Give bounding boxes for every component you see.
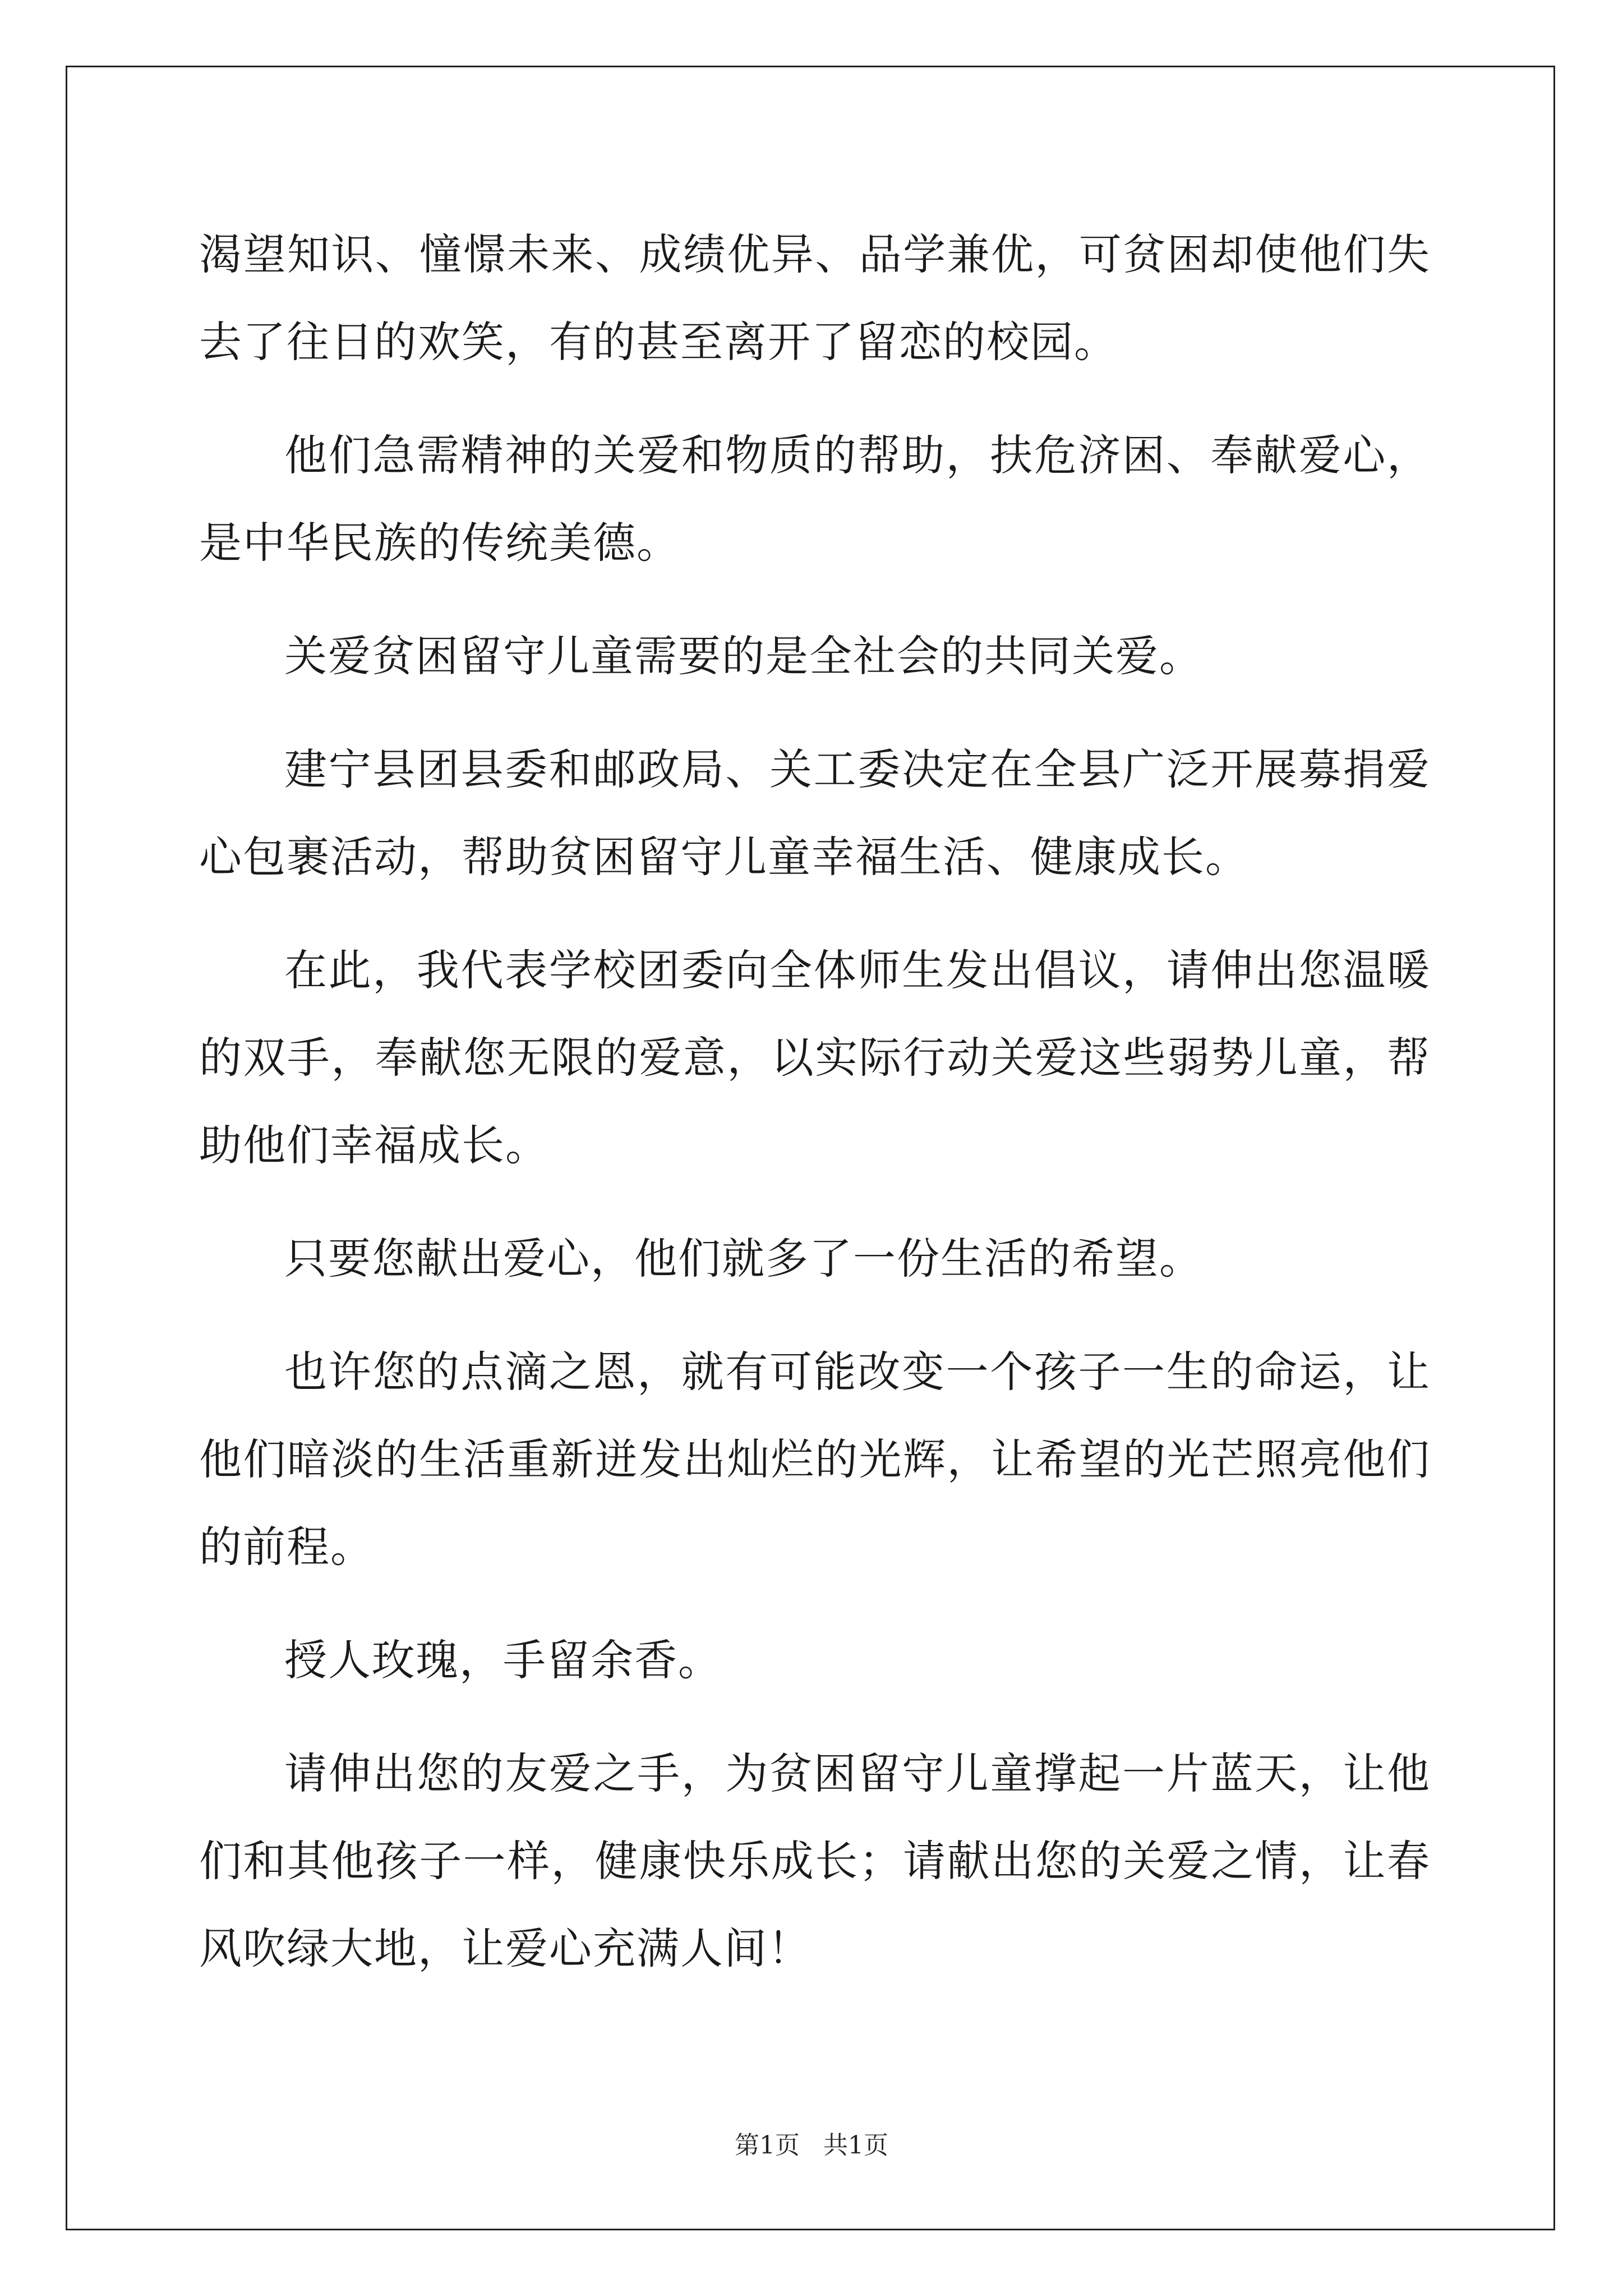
paragraph-5: 在此，我代表学校团委向全体师生发出倡议，请伸出您温暖的双手，奉献您无限的爱意，以实际行动关爱这些弱势儿童，帮助他们幸福成长。 [199, 945, 1431, 1170]
paragraph-2: 他们急需精神的关爱和物质的帮助，扶危济困、奉献爱心，是中华民族的传统美德。 [199, 430, 1431, 568]
paragraph-4: 建宁县团县委和邮政局、关工委决定在全县广泛开展募捐爱心包裹活动，帮助贫困留守儿童幸福生活、健康成长。 [199, 744, 1431, 882]
document-body [199, 211, 1431, 2018]
paragraph-7: 也许您的点滴之恩，就有可能改变一个孩子一生的命运，让他们暗淡的生活重新迸发出灿烂的光辉，让希望的光芒照亮他们的前程。 [199, 1347, 1431, 1572]
paragraph-9: 请伸出您的友爱之手，为贫困留守儿童撑起一片蓝天，让他们和其他孩子一样，健康快乐成长；请献出您的关爱之情，让春风吹绿大地，让爱心充满人间！ [199, 1749, 1431, 1973]
paragraph-1: 渴望知识、憧憬未来、成绩优异、品学兼优，可贫困却使他们失去了往日的欢笑，有的甚至离开了留恋的校园。 [199, 229, 1431, 367]
page-number-footer: 第1页 共1页 [735, 2131, 888, 2160]
paragraph-6: 只要您献出爱心，他们就多了一份生活的希望。 [284, 1234, 1203, 1283]
paragraph-3: 关爱贫困留守儿童需要的是全社会的共同关爱。 [284, 631, 1203, 681]
paragraph-8: 授人玫瑰，手留余香。 [284, 1635, 722, 1685]
